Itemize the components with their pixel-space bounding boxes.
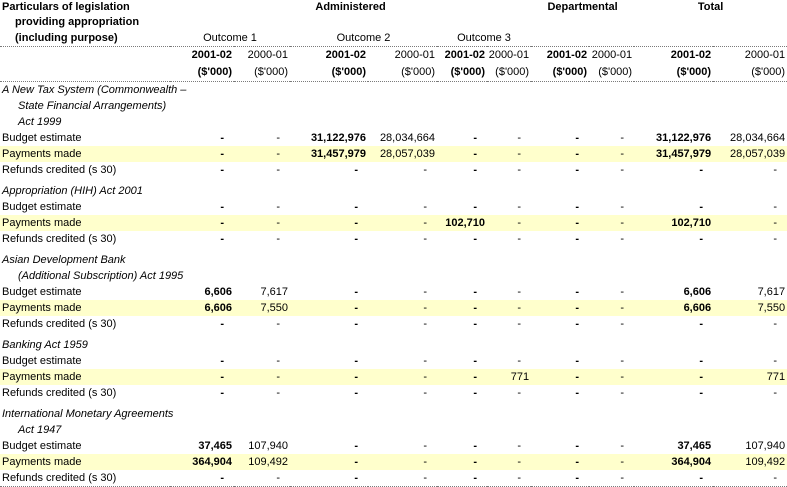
value-cell: - xyxy=(368,215,437,231)
value-cell: - xyxy=(220,233,224,245)
value-cell: - xyxy=(487,215,531,231)
value-cell: - xyxy=(423,318,427,330)
particulars-line-2: providing appropriation xyxy=(15,16,140,28)
particulars-line-1: Particulars of legislation xyxy=(2,1,130,13)
value-cell: - xyxy=(575,132,580,144)
value-cell: - xyxy=(276,201,280,213)
value-cell: - xyxy=(290,300,368,316)
value-cell: 31,122,976 xyxy=(656,132,712,144)
act-title-line: (Additional Subscription) Act 1995 xyxy=(18,270,184,282)
row-label: Refunds credited (s 30) xyxy=(2,233,117,245)
value-cell: - xyxy=(517,440,522,452)
value-cell: - xyxy=(589,215,634,231)
act-title-row xyxy=(0,252,787,268)
value-cell: 771 xyxy=(713,369,787,385)
departmental-header: Departmental xyxy=(547,1,618,13)
value-cell: - xyxy=(517,286,522,298)
act-title-line: A New Tax System (Commonwealth – xyxy=(2,84,187,96)
value-cell: - xyxy=(773,318,778,330)
value-cell: - xyxy=(575,387,580,399)
act-title-line: Appropriation (HIH) Act 2001 xyxy=(2,185,143,197)
particulars-line-3: (including purpose) xyxy=(0,30,170,47)
value-cell: - xyxy=(773,387,778,399)
row-label: Budget estimate xyxy=(2,201,82,213)
value-cell: - xyxy=(487,454,531,470)
value-cell: - xyxy=(473,164,477,176)
value-cell: - xyxy=(575,440,580,452)
value-cell: - xyxy=(220,318,224,330)
value-cell: - xyxy=(437,369,487,385)
value-cell: - xyxy=(620,318,625,330)
act-title-line: Asian Development Bank xyxy=(2,254,126,266)
payments-made-row xyxy=(0,215,787,231)
value-cell: 28,034,664 xyxy=(379,132,435,144)
value-cell: - xyxy=(354,201,358,213)
unit-prior-header-departmental: ($'000) xyxy=(589,64,634,82)
value-cell: 102,710 xyxy=(437,215,487,231)
value-cell: 31,122,976 xyxy=(310,132,366,144)
value-cell: - xyxy=(531,215,589,231)
value-cell: 7,550 xyxy=(234,300,290,316)
row-label: Budget estimate xyxy=(2,286,82,298)
budget-estimate-row xyxy=(0,438,787,454)
value-cell: - xyxy=(517,387,522,399)
row-label: Payments made xyxy=(0,300,170,316)
value-cell: - xyxy=(531,454,589,470)
value-cell: - xyxy=(699,387,704,399)
act-title-row xyxy=(0,98,787,114)
value-cell: - xyxy=(423,387,427,399)
payments-made-row xyxy=(0,369,787,385)
budget-estimate-row xyxy=(0,130,787,146)
total-header: Total xyxy=(697,1,724,13)
value-cell: - xyxy=(575,318,580,330)
value-cell: - xyxy=(354,355,358,367)
act-title-row xyxy=(0,82,787,99)
value-cell: - xyxy=(575,164,580,176)
value-cell: - xyxy=(589,146,634,162)
value-cell: - xyxy=(773,201,778,213)
header-filler xyxy=(531,30,634,47)
value-cell: 7,617 xyxy=(260,286,288,298)
value-cell: - xyxy=(423,233,427,245)
value-cell: - xyxy=(220,387,224,399)
row-label: Budget estimate xyxy=(2,132,82,144)
refunds-credited-s-30-row xyxy=(0,162,787,178)
value-cell: - xyxy=(575,201,580,213)
value-cell: - xyxy=(170,215,234,231)
refunds-credited-s-30-row xyxy=(0,316,787,332)
value-cell: - xyxy=(437,454,487,470)
value-cell: - xyxy=(170,146,234,162)
value-cell: - xyxy=(437,300,487,316)
payments-made-row xyxy=(0,300,787,316)
value-cell: - xyxy=(290,215,368,231)
row-label: Payments made xyxy=(0,454,170,470)
unit-current-header-departmental: ($'000) xyxy=(531,64,589,82)
header-filler xyxy=(634,30,787,47)
value-cell: - xyxy=(276,318,280,330)
value-cell: - xyxy=(487,300,531,316)
value-cell: 6,606 xyxy=(204,286,232,298)
value-cell: - xyxy=(276,164,280,176)
value-cell: - xyxy=(487,470,531,487)
header-row-years xyxy=(0,47,787,65)
value-cell: 102,710 xyxy=(634,215,713,231)
value-cell: - xyxy=(473,440,477,452)
value-cell: - xyxy=(354,164,358,176)
value-cell: - xyxy=(620,201,625,213)
value-cell: - xyxy=(713,215,787,231)
value-cell: 37,465 xyxy=(198,440,232,452)
value-cell: - xyxy=(354,440,358,452)
value-cell: - xyxy=(354,318,358,330)
outcome-1-header: Outcome 1 xyxy=(170,30,290,47)
value-cell: - xyxy=(437,470,487,487)
header-row-units xyxy=(0,64,787,82)
value-cell: - xyxy=(531,146,589,162)
value-cell: 28,034,664 xyxy=(730,132,786,144)
year-prior-header-outcome-3: 2000-01 xyxy=(488,49,530,61)
row-label: Payments made xyxy=(0,146,170,162)
unit-current-header-outcome-1: ($'000) xyxy=(170,64,234,82)
value-cell: - xyxy=(354,286,358,298)
value-cell: - xyxy=(620,132,625,144)
value-cell: - xyxy=(473,201,477,213)
value-cell: - xyxy=(234,369,290,385)
row-label: Payments made xyxy=(0,215,170,231)
value-cell: - xyxy=(368,369,437,385)
value-cell: 6,606 xyxy=(683,286,712,298)
value-cell: 109,492 xyxy=(713,454,787,470)
act-title-line: International Monetary Agreements xyxy=(2,408,174,420)
value-cell: - xyxy=(487,146,531,162)
value-cell: - xyxy=(354,233,358,245)
value-cell: 28,057,039 xyxy=(368,146,437,162)
year-current-header-outcome-2: 2001-02 xyxy=(325,49,366,61)
value-cell: - xyxy=(423,164,427,176)
value-cell: - xyxy=(473,355,477,367)
value-cell: - xyxy=(699,201,704,213)
year-prior-header-outcome-2: 2000-01 xyxy=(394,49,435,61)
value-cell: - xyxy=(368,470,437,487)
row-label: Refunds credited (s 30) xyxy=(0,470,170,487)
value-cell: - xyxy=(473,318,477,330)
value-cell: - xyxy=(531,369,589,385)
value-cell: - xyxy=(699,318,704,330)
value-cell: - xyxy=(773,355,778,367)
value-cell: - xyxy=(517,318,522,330)
value-cell: - xyxy=(620,440,625,452)
value-cell: - xyxy=(473,233,477,245)
act-title-row xyxy=(0,114,787,130)
value-cell: 107,940 xyxy=(248,440,288,452)
outcome-3-header: Outcome 3 xyxy=(437,30,531,47)
row-label: Refunds credited (s 30) xyxy=(2,164,117,176)
refunds-credited-s-30-row xyxy=(0,231,787,247)
year-current-header-outcome-3: 2001-02 xyxy=(444,49,485,61)
value-cell: - xyxy=(699,164,704,176)
value-cell: - xyxy=(276,233,280,245)
value-cell: - xyxy=(423,440,427,452)
row-label: Budget estimate xyxy=(2,355,82,367)
value-cell: - xyxy=(423,355,427,367)
value-cell: - xyxy=(620,233,625,245)
value-cell: - xyxy=(170,369,234,385)
value-cell: - xyxy=(589,300,634,316)
unit-prior-header-outcome-1: ($'000) xyxy=(234,64,290,82)
value-cell: 37,465 xyxy=(677,440,712,452)
value-cell: - xyxy=(354,387,358,399)
act-title-line: State Financial Arrangements) xyxy=(18,100,167,112)
header-filler xyxy=(170,15,787,30)
value-cell: - xyxy=(368,454,437,470)
unit-prior-header-total: ($'000) xyxy=(713,64,787,82)
year-current-header-total: 2001-02 xyxy=(670,49,712,61)
value-cell: - xyxy=(517,132,522,144)
value-cell: - xyxy=(220,164,224,176)
value-cell: - xyxy=(620,387,625,399)
header-row-groups xyxy=(0,0,787,15)
value-cell: - xyxy=(517,164,522,176)
value-cell: - xyxy=(713,470,787,487)
value-cell: - xyxy=(473,286,477,298)
row-label: Refunds credited (s 30) xyxy=(2,318,117,330)
value-cell: - xyxy=(423,286,427,298)
payments-made-row xyxy=(0,146,787,162)
value-cell: - xyxy=(290,369,368,385)
value-cell: - xyxy=(220,132,224,144)
value-cell: - xyxy=(620,355,625,367)
value-cell: - xyxy=(276,355,280,367)
act-title-row xyxy=(0,406,787,422)
value-cell: - xyxy=(589,369,634,385)
value-cell: - xyxy=(234,215,290,231)
value-cell: 771 xyxy=(487,369,531,385)
value-cell: - xyxy=(234,146,290,162)
refunds-credited-s-30-row xyxy=(0,385,787,401)
administered-header: Administered xyxy=(315,1,386,13)
unit-current-header-outcome-3: ($'000) xyxy=(437,64,487,82)
value-cell: - xyxy=(699,355,704,367)
value-cell: - xyxy=(517,233,522,245)
budget-estimate-row xyxy=(0,284,787,300)
act-title-row xyxy=(0,183,787,199)
value-cell: 364,904 xyxy=(634,454,713,470)
value-cell: - xyxy=(699,233,704,245)
value-cell: - xyxy=(290,470,368,487)
value-cell: 6,606 xyxy=(634,300,713,316)
unit-current-header-outcome-2: ($'000) xyxy=(290,64,368,82)
value-cell: 28,057,039 xyxy=(713,146,787,162)
year-current-header-departmental: 2001-02 xyxy=(546,49,588,61)
value-cell: - xyxy=(220,355,224,367)
unit-current-header-total: ($'000) xyxy=(634,64,713,82)
value-cell: - xyxy=(423,201,427,213)
header-row-outcomes xyxy=(0,30,787,47)
value-cell: - xyxy=(290,454,368,470)
value-cell: 31,457,979 xyxy=(634,146,713,162)
budget-estimate-row xyxy=(0,353,787,369)
act-title-row xyxy=(0,337,787,353)
value-cell: 7,550 xyxy=(713,300,787,316)
value-cell: - xyxy=(589,470,634,487)
value-cell: - xyxy=(517,355,522,367)
value-cell: - xyxy=(517,201,522,213)
outcome-2-header: Outcome 2 xyxy=(290,30,437,47)
value-cell: - xyxy=(575,286,580,298)
value-cell: - xyxy=(531,300,589,316)
value-cell: - xyxy=(634,470,713,487)
value-cell: 31,457,979 xyxy=(290,146,368,162)
row-label: Budget estimate xyxy=(2,440,82,452)
unit-prior-header-outcome-2: ($'000) xyxy=(368,64,437,82)
row-label: Refunds credited (s 30) xyxy=(2,387,117,399)
value-cell: - xyxy=(220,201,224,213)
value-cell: - xyxy=(531,470,589,487)
value-cell: - xyxy=(276,387,280,399)
act-title-line: Act 1947 xyxy=(18,424,62,436)
value-cell: - xyxy=(276,132,280,144)
year-current-header-outcome-1: 2001-02 xyxy=(191,49,232,61)
act-title-line: Act 1999 xyxy=(18,116,62,128)
value-cell: - xyxy=(773,233,778,245)
refunds-credited-s-30-row xyxy=(0,470,787,487)
value-cell: - xyxy=(575,355,580,367)
value-cell: - xyxy=(368,300,437,316)
value-cell: - xyxy=(773,164,778,176)
header-filler xyxy=(0,47,170,65)
row-label: Payments made xyxy=(0,369,170,385)
header-filler xyxy=(0,64,170,82)
value-cell: - xyxy=(575,233,580,245)
value-cell: - xyxy=(620,286,625,298)
unit-prior-header-outcome-3: ($'000) xyxy=(487,64,531,82)
value-cell: - xyxy=(473,132,477,144)
value-cell: - xyxy=(473,387,477,399)
value-cell: - xyxy=(234,470,290,487)
payments-made-row xyxy=(0,454,787,470)
value-cell: 7,617 xyxy=(757,286,786,298)
value-cell: - xyxy=(170,470,234,487)
year-prior-header-total: 2000-01 xyxy=(744,49,786,61)
value-cell: 109,492 xyxy=(234,454,290,470)
value-cell: 107,940 xyxy=(745,440,786,452)
header-row-2 xyxy=(0,15,787,30)
budget-estimate-row xyxy=(0,199,787,215)
value-cell: 364,904 xyxy=(170,454,234,470)
value-cell: - xyxy=(620,164,625,176)
act-title-row xyxy=(0,268,787,284)
year-prior-header-departmental: 2000-01 xyxy=(591,49,633,61)
value-cell: 6,606 xyxy=(170,300,234,316)
act-title-line: Banking Act 1959 xyxy=(2,339,88,351)
value-cell: - xyxy=(634,369,713,385)
value-cell: - xyxy=(589,454,634,470)
value-cell: - xyxy=(437,146,487,162)
act-title-row xyxy=(0,422,787,438)
year-prior-header-outcome-1: 2000-01 xyxy=(247,49,288,61)
